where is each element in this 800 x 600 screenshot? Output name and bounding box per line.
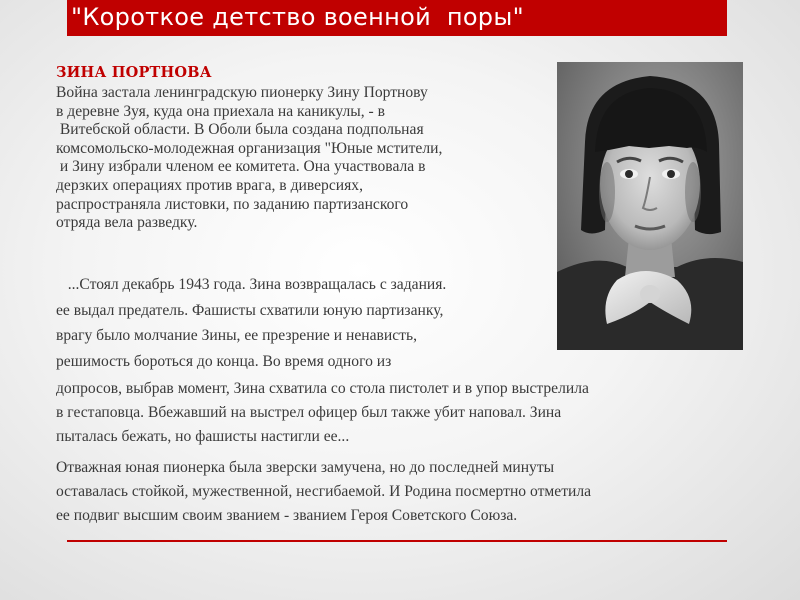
text-line: в деревне Зуя, куда она приехала на каникулы, - в xyxy=(56,102,385,120)
portrait-photo xyxy=(557,62,743,350)
text-line: ее выдал предатель. Фашисты схватили юную партизанку, xyxy=(56,301,444,319)
text-line: Война застала ленинградскую пионерку Зину Портнову xyxy=(56,84,428,101)
text-line: оставалась стойкой, мужественной, несгибаемой. И Родина посмертно отметила xyxy=(56,483,592,500)
bottom-divider xyxy=(67,540,727,542)
paragraph-capture xyxy=(56,272,446,374)
paragraph-intro xyxy=(56,84,442,233)
text-line: пыталась бежать, но фашисты настигли ее... xyxy=(56,428,350,445)
text-line: Витебской области. В Оболи была создана подпольная xyxy=(56,121,424,139)
name-heading: ЗИНА ПОРТНОВА xyxy=(56,64,212,81)
text-line: врагу было молчание Зины, ее презрение и ненависть, xyxy=(56,327,417,344)
slide-title: "Короткое детство военной поры" xyxy=(71,3,524,31)
paragraph-conclusion xyxy=(56,456,591,528)
text-line: в гестаповца. Вбежавший на выстрел офицер был также убит наповал. Зина xyxy=(56,404,562,421)
text-line: и Зину избрали членом ее комитета. Она участвовала в xyxy=(56,158,426,176)
text-line: дерзких операциях против врага, в диверсиях, xyxy=(56,176,363,194)
text-line: ее подвиг высшим своим званием - званием Героя Советского Союза. xyxy=(56,507,518,524)
paragraph-interrogation xyxy=(56,377,589,449)
title-bar xyxy=(67,0,727,36)
text-line: решимость бороться до конца. Во время одного из xyxy=(56,352,392,370)
text-line: ...Стоял декабрь 1943 года. Зина возвращалась с задания. xyxy=(56,276,447,293)
text-line: распространяла листовки, по заданию партизанского xyxy=(56,195,409,213)
text-line: допросов, выбрав момент, Зина схватила со стола пистолет и в упор выстрелила xyxy=(56,380,589,397)
text-line: отряда вела разведку. xyxy=(56,214,198,232)
text-line: Отважная юная пионерка была зверски замучена, но до последней минуты xyxy=(56,459,555,476)
text-line: комсомольско-молодежная организация "Юные мстители, xyxy=(56,139,443,157)
